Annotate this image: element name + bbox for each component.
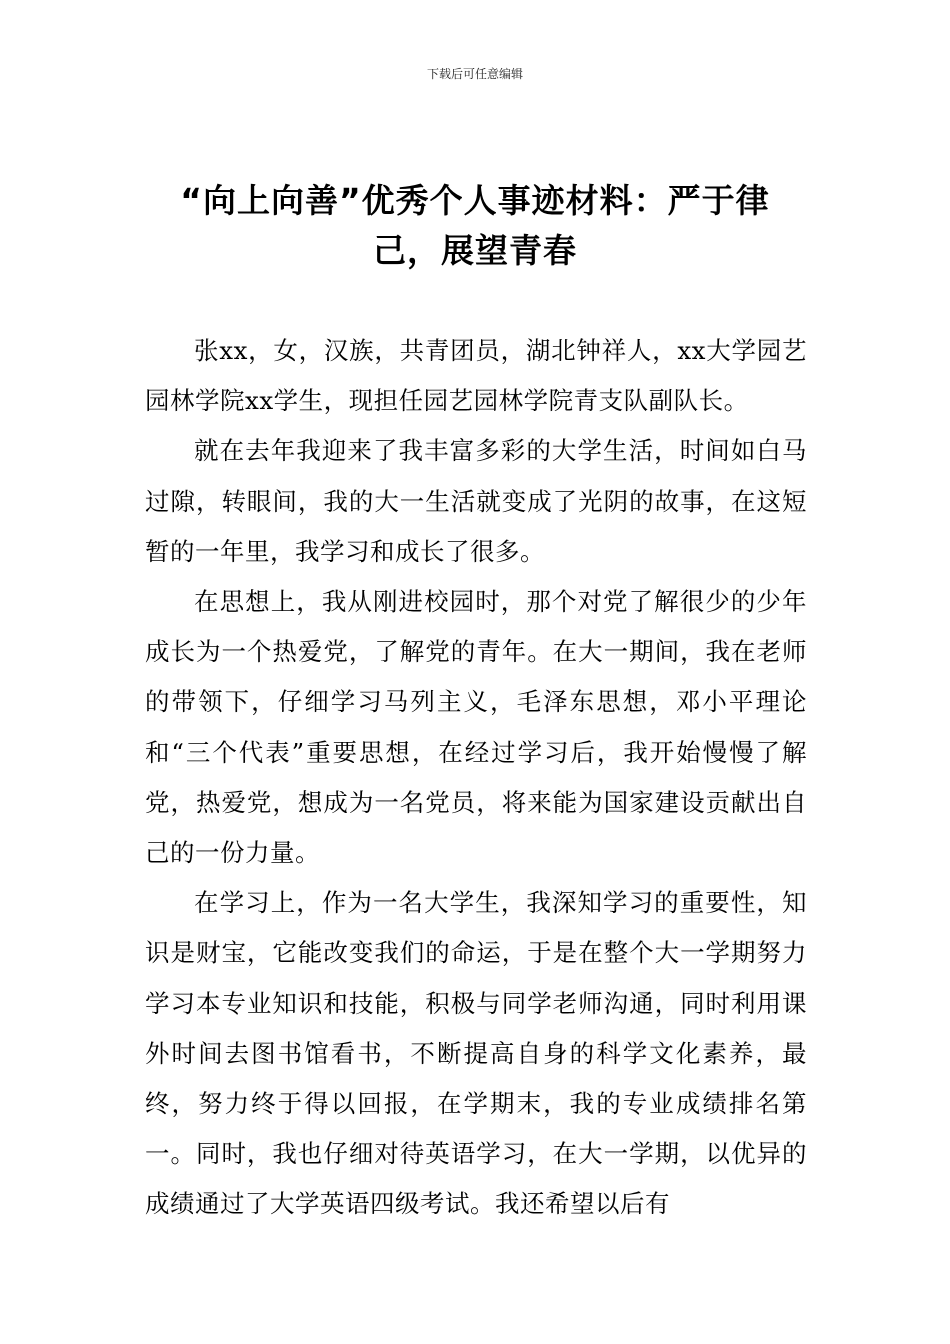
paragraph-ideology: 在思想上，我从刚进校园时，那个对党了解很少的少年成长为一个热爱党，了解党的青年。在大一期间，我在老师的带领下，仔细学习马列主义，毛泽东思想，邓小平理论和“三个代表”重要思想，在经过学习后，我开始慢慢了解党，热爱党，想成为一名党员，将来能为国家建设贡献出自己的一份力量。: [145, 587, 807, 868]
title-line-1: “向上向善”优秀个人事迹材料：严于律: [180, 181, 770, 220]
document-title: [145, 176, 805, 276]
paragraph-intro: 张xx，女，汉族，共青团员，湖北钟祥人，xx大学园艺园林学院xx学生，现担任园艺园林学院青支队副队长。: [145, 336, 807, 416]
paragraph-study: 在学习上，作为一名大学生，我深知学习的重要性，知识是财宝，它能改变我们的命运，于是在整个大一学期努力学习本专业知识和技能，积极与同学老师沟通，同时利用课外时间去图书馆看书，不断提高自身的科学文化素养，最终，努力终于得以回报，在学期末，我的专业成绩排名第一。同时，我也仔细对待英语学习，在大一学期，以优异的成绩通过了大学英语四级考试。我还希望以后有: [145, 888, 807, 1219]
header-note: 下载后可任意编辑: [426, 67, 523, 81]
title-line-2: 己，展望青春: [373, 231, 577, 270]
paragraph-college-life: 就在去年我迎来了我丰富多彩的大学生活，时间如白马过隙，转眼间，我的大一生活就变成了光阴的故事，在这短暂的一年里，我学习和成长了很多。: [145, 436, 807, 566]
document-body: [145, 326, 807, 1230]
